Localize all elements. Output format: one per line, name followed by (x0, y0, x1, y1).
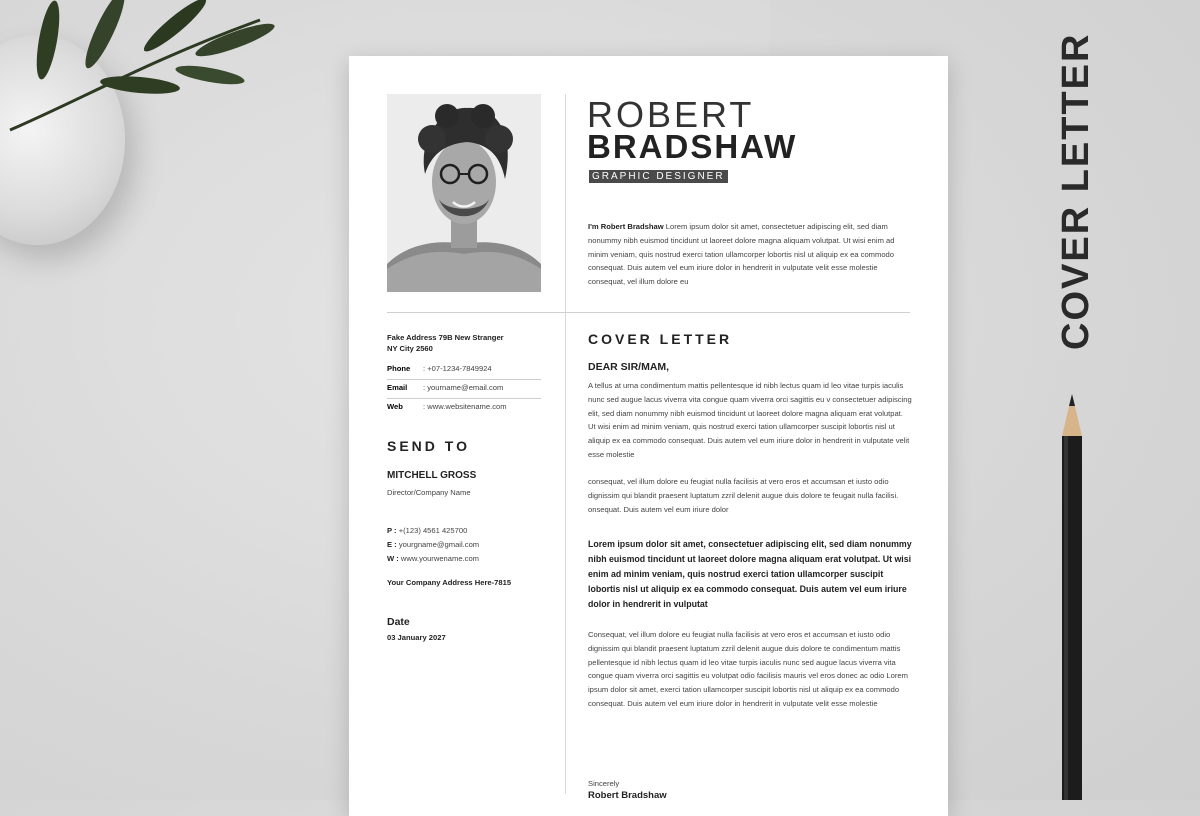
pencil-icon (1060, 394, 1084, 800)
plant-leaf-icon (0, 0, 300, 160)
closing: Sincerely (588, 779, 620, 788)
letter-title: COVER LETTER (588, 331, 733, 347)
letter-paragraph-1: A tellus at urna condimentum mattis pellentesque id nibh lectus quam id leo vitae turpis iaculis nunc sed augue lacus viverra vita congue quam viverra orci sagittis eu v consectetuer adipiscing elit, sed diam nonummy nibh euismod tincidunt ut laoreet dolore magna aliquam erat volutpat. Ut wisi enim ad minim veniam, quis nostrud exerci tation ullamcorper suscipit lobortis nisl ut aliquip ex ea commodo consequat. Duis autem vel eum iriure dolor in hendrerit in vulputate velit esse molestie (588, 381, 912, 459)
intro-paragraph (588, 220, 910, 289)
recipient-role: Director/Company Name (387, 488, 471, 497)
web-label: Web (387, 402, 403, 411)
recipient-email-value: yourgname@gmail.com (396, 540, 480, 549)
recipient-web-value: www.yourwename.com (398, 554, 479, 563)
first-name: ROBERT (587, 94, 755, 135)
recipient-email (387, 540, 479, 549)
recipient-name: MITCHELL GROSS (387, 470, 477, 481)
contact-phone (387, 360, 541, 378)
portrait-image-icon (387, 94, 541, 292)
address-line-2: NY City 2560 (387, 344, 433, 353)
send-to-heading: SEND TO (387, 438, 470, 454)
intro-text: Lorem ipsum dolor sit amet, consectetuer adipiscing elit, sed diam nonummy nibh euismod tincidunt ut laoreet dolore magna aliquam volutpat. Ut wisi enim ad minim veniam, quis nostrud exerci tation ullamcorper lobortis nisl ut aliquip ex ea commodo consequat. Duis autem vel eum iriure dolor in hendrerit in vulputate velit esse molestie consequat, vel illum dolore eu (588, 222, 895, 287)
side-title: COVER LETTER (1055, 32, 1097, 350)
recipient-phone (387, 526, 467, 535)
letter-paragraph-3: Consequat, vel illum dolore eu feugiat nulla facilisis at vero eros et accumsan et iusto odio dignissim qui blandit praesent luptatum zzril delenit augue duis dolore te condimentum mattis pellentesque id nibh lectus quam id leo vitae turpis iaculis nunc sed augue lacus viverra vita congue quam viverra orci sagittis eu volutpat odio facilisis mauris vel eros donec ac odio Lorem ipsum dolor sit amet, exerci tation ullamcorper suscipit lobortis nisl ut aliquip ex ea commodo consequat. Duis autem vel eum iriure dolor in hendrerit in vulputate velit esse molestie (588, 630, 908, 708)
address-line-1: Fake Address 79B New Stranger (387, 333, 504, 342)
date-heading: Date (387, 616, 410, 628)
contact-web (387, 398, 541, 416)
recipient-email-label: E : (387, 540, 397, 549)
job-title-badge: GRAPHIC DESIGNER (589, 170, 728, 183)
recipient-web (387, 554, 479, 563)
sender-address (387, 332, 552, 354)
phone-label: Phone (387, 364, 411, 373)
cover-letter-page (349, 56, 948, 816)
web-value: : www.websitename.com (423, 402, 507, 411)
contact-email (387, 379, 541, 397)
date-value: 03 January 2027 (387, 633, 446, 642)
recipient-phone-value: +(123) 4561 425700 (396, 526, 468, 535)
recipient-phone-label: P : (387, 526, 397, 535)
email-label: Email (387, 383, 408, 392)
letter-paragraph-2: consequat, vel illum dolore eu feugiat nulla facilisis at vero eros et accumsan et iusto odio dignissim qui blandit praesent luptatum zzril delenit augue duis dolore te feugait nulla facilisi. onsequat. Duis autem vel eum iriure dolor (588, 477, 899, 514)
column-divider (565, 94, 566, 794)
last-name: BRADSHAW (587, 128, 798, 165)
header-divider (387, 312, 910, 313)
letter-paragraph-bold: Lorem ipsum dolor sit amet, consectetuer adipiscing elit, sed diam nonummy nibh euismod tincidunt ut laoreet dolore magna aliquam erat volutpat. Ut wisi enim ad minim veniam, quis nostrud exerci tation ullamcorper suscipit lobortis nisl ut aliquip ex ea commodo consequat. Duis autem vel eum iriure dolor in hendrerit in vulputat (588, 539, 912, 609)
recipient-web-label: W : (387, 554, 399, 563)
signature-name: Robert Bradshaw (588, 790, 667, 801)
portrait-photo (387, 94, 541, 292)
company-address: Your Company Address Here-7815 (387, 578, 512, 587)
intro-name: I'm Robert Bradshaw (588, 222, 664, 231)
phone-value: : +07-1234-7849924 (423, 364, 492, 373)
salutation: DEAR SIR/MAM, (588, 361, 670, 373)
email-value: : yourname@email.com (423, 383, 504, 392)
